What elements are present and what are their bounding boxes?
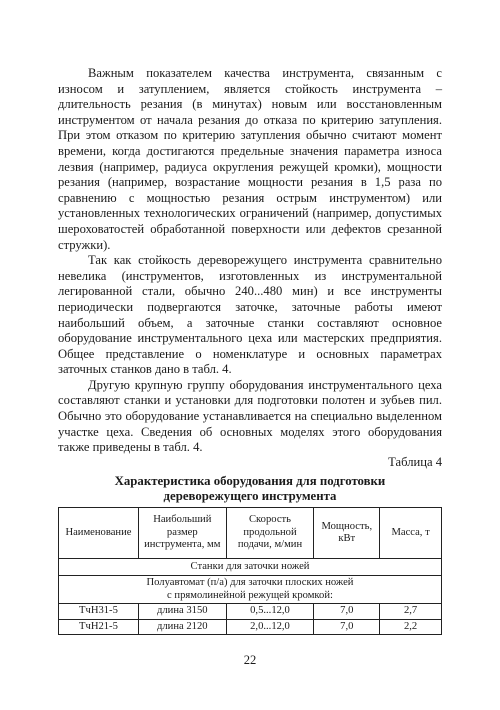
table-cell: 2,0...12,0 [226, 619, 314, 635]
paragraph: Так как стойкость дереворежущего инструмента сравнительно невелика (инструментов, изготовленных из инструментальной легированной стали, обычно 240...480 мин) и все инструменты периодически подвергаются заточке, заточные работы имеют наибольший объем, а заточные станки составляют основное оборудование инструментального цеха или мастерских предприятия. Общее представление о номенклатуре и основных параметрах заточных станков дано в табл. 4. [58, 253, 442, 377]
table-subsection-row [59, 576, 442, 604]
table-cell: 7,0 [314, 619, 380, 635]
equipment-table [58, 507, 442, 635]
subsection-line: с прямолинейной режущей кромкой: [167, 589, 333, 601]
table-cell: 7,0 [314, 604, 380, 620]
section-cell: Станки для заточки ножей [59, 559, 442, 576]
header-cell: Мощность, кВт [314, 508, 380, 559]
table-title-line: Характеристика оборудования для подготовки [114, 474, 386, 488]
body-text [58, 66, 442, 456]
subsection-line: Полуавтомат (п/а) для заточки плоских ножей [146, 577, 354, 588]
header-cell: Масса, т [380, 508, 442, 559]
table-cell: длина 3150 [138, 604, 226, 620]
table-cell: 2,7 [380, 604, 442, 620]
header-cell: Наибольший размер инструмента, мм [138, 508, 226, 559]
table-number: Таблица 4 [388, 455, 442, 469]
table-cell: ТчН21-5 [59, 619, 139, 635]
table-row [59, 604, 442, 620]
table-cell: длина 2120 [138, 619, 226, 635]
paragraph: Важным показателем качества инструмента, связанным с износом и затуплением, является стойкость инструмента – длительность резания (в минутах) новым или восстановленным инструментом от начала резания до отказа по критерию затупления. При этом отказом по критерию затупления обычно считают момент времени, когда достигаются предельные значения параметра износа лезвия (например, радиуса округления режущей кромки), мощности резания (например, возрастание мощности резания в 1,5 раза по сравнению с мощностью резания острым инструментом) или установленных технологических ограничений (например, допустимых шероховатостей обработанной поверхности или дефектов срезанной стружки). [58, 66, 442, 252]
subsection-cell [59, 576, 442, 604]
header-cell: Скорость продольной подачи, м/мин [226, 508, 314, 559]
table-cell: ТчН31-5 [59, 604, 139, 620]
page-number: 22 [243, 653, 257, 667]
table-section-row [59, 559, 442, 576]
table-cell: 2,2 [380, 619, 442, 635]
table-row [59, 619, 442, 635]
table-title [58, 474, 442, 504]
table-title-line: дереворежущего инструмента [163, 489, 337, 503]
paragraph: Другую крупную группу оборудования инструментального цеха составляют станки и установки для подготовки полотен и зубьев пил. Обычно это оборудование устанавливается на специально выделенном участке цеха. Сведения об основных моделях этого оборудования также приведены в табл. 4. [58, 377, 442, 455]
header-cell: Наименование [59, 508, 139, 559]
table-cell: 0,5...12,0 [226, 604, 314, 620]
table-header-row [59, 508, 442, 559]
